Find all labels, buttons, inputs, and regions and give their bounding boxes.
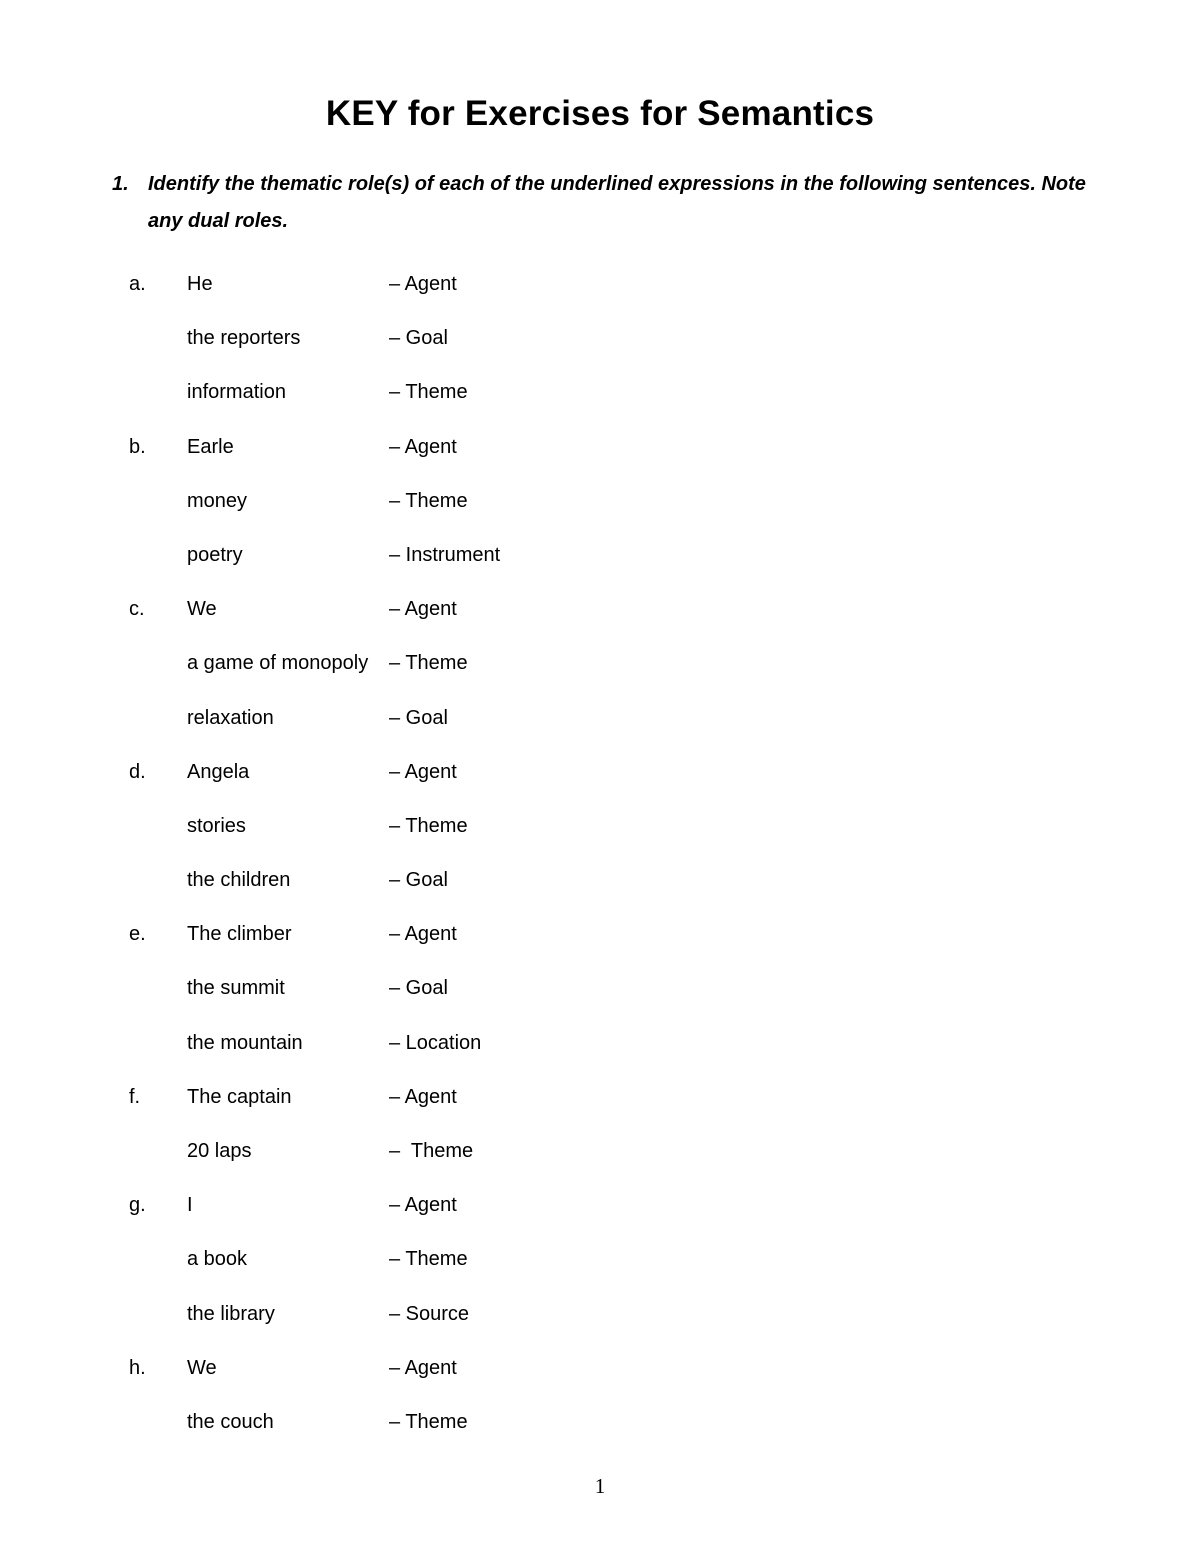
answer-row	[0, 474, 1200, 528]
answer-row	[0, 311, 1200, 365]
expression: the couch	[187, 1410, 274, 1433]
answer-row	[0, 582, 1200, 636]
answer-row	[0, 1341, 1200, 1395]
thematic-role: – Theme	[389, 652, 468, 675]
expression: The captain	[187, 1085, 292, 1108]
item-letter: g.	[129, 1194, 146, 1217]
expression: We	[187, 598, 217, 621]
answer-list	[0, 257, 1200, 1449]
thematic-role: – Theme	[389, 814, 468, 837]
expression: the mountain	[187, 1031, 303, 1054]
item-letter: f.	[129, 1085, 141, 1108]
thematic-role: – Theme	[389, 1140, 474, 1162]
answer-row	[0, 257, 1200, 311]
item-letter: c.	[129, 598, 145, 621]
answer-row	[0, 1395, 1200, 1449]
page-number: 1	[594, 1474, 606, 1498]
answer-row	[0, 1016, 1200, 1070]
expression: a game of monopoly	[187, 652, 369, 675]
expression: the library	[187, 1302, 275, 1325]
answer-row	[0, 1287, 1200, 1341]
answer-row	[0, 691, 1200, 745]
item-letter: a.	[129, 273, 146, 295]
page-title: KEY for Exercises for Semantics	[325, 94, 875, 133]
thematic-role: – Theme	[389, 381, 468, 404]
thematic-role: – Agent	[389, 1085, 457, 1108]
expression: the reporters	[187, 327, 301, 350]
expression: Angela	[187, 760, 250, 783]
thematic-role: – Instrument	[389, 543, 501, 566]
answer-row	[0, 907, 1200, 961]
answer-row	[0, 528, 1200, 582]
expression: stories	[187, 814, 246, 837]
answer-row	[0, 1124, 1200, 1178]
item-letter: e.	[129, 923, 146, 946]
expression: poetry	[187, 543, 243, 566]
question-instruction	[112, 166, 1112, 240]
answer-row	[0, 1070, 1200, 1124]
expression: relaxation	[187, 706, 274, 729]
expression: 20 laps	[187, 1140, 252, 1162]
thematic-role: – Goal	[389, 706, 448, 729]
item-letter: h.	[129, 1356, 146, 1379]
item-letter: b.	[129, 435, 146, 458]
answer-row	[0, 420, 1200, 474]
answer-row	[0, 961, 1200, 1015]
thematic-role: – Goal	[389, 327, 448, 350]
expression: He	[187, 273, 213, 295]
thematic-role: – Goal	[389, 977, 448, 1000]
expression: the summit	[187, 977, 285, 1000]
answer-row	[0, 799, 1200, 853]
thematic-role: – Agent	[389, 923, 457, 946]
thematic-role: – Source	[389, 1302, 470, 1325]
answer-row	[0, 365, 1200, 419]
thematic-role: – Location	[389, 1031, 482, 1054]
answer-row	[0, 636, 1200, 690]
expression: The climber	[187, 923, 292, 946]
expression: We	[187, 1356, 217, 1379]
thematic-role: – Agent	[389, 273, 457, 295]
thematic-role: – Agent	[389, 760, 457, 783]
thematic-role: – Agent	[389, 598, 457, 621]
thematic-role: – Theme	[389, 489, 468, 512]
expression: a book	[187, 1248, 248, 1271]
answer-row	[0, 1178, 1200, 1232]
answer-row	[0, 745, 1200, 799]
expression: money	[187, 489, 248, 512]
thematic-role: – Agent	[389, 435, 457, 458]
thematic-role: – Agent	[389, 1356, 457, 1379]
thematic-role: – Agent	[389, 1194, 457, 1217]
expression: I	[187, 1194, 193, 1217]
question-number: 1.	[112, 173, 129, 195]
expression: information	[187, 381, 286, 404]
answer-row	[0, 1232, 1200, 1286]
thematic-role: – Theme	[389, 1410, 468, 1433]
answer-row	[0, 853, 1200, 907]
thematic-role: – Theme	[389, 1248, 468, 1271]
item-letter: d.	[129, 760, 146, 783]
question-text: Identify the thematic role(s) of each of the underlined expressions in the following sentences. Note any dual roles.	[148, 173, 1086, 232]
expression: Earle	[187, 435, 234, 458]
expression: the children	[187, 869, 291, 892]
thematic-role: – Goal	[389, 869, 448, 892]
